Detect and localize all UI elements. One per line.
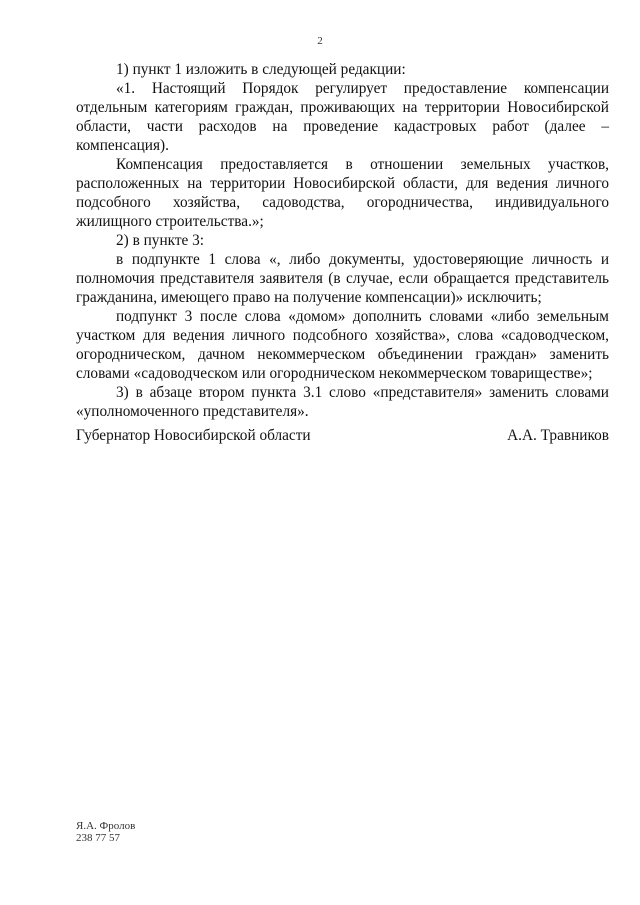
executor-footer: [76, 820, 135, 844]
paragraph-item-1: 1) пункт 1 изложить в следующей редакции:: [116, 61, 406, 78]
executor-phone: 238 77 57: [76, 832, 120, 844]
signature-block: [76, 426, 609, 445]
paragraph-item-2: 2) в пункте 3:: [116, 232, 205, 249]
paragraph-subitem-3: подпункт 3 после слова «домом» дополнить словами «либо земельным участком для ведения личного подсобного хозяйства», слова «садоводческом, огородническом, дачном некоммерческом объединении граждан» заменить словами «садоводческом или огородническом некоммерческом товариществе»;: [76, 308, 609, 382]
signatory-position: Губернатор Новосибирской области: [76, 427, 311, 444]
paragraph-item-3: 3) в абзаце втором пункта 3.1 слово «представителя» заменить словами «уполномоченного представителя».: [76, 384, 609, 420]
paragraph-subitem-1: в подпункте 1 слова «, либо документы, удостоверяющие личность и полномочия представителя заявителя (в случае, если обращается представитель гражданина, имеющего право на получение компенсации)» исключить;: [76, 251, 609, 306]
page-number: 2: [317, 35, 323, 47]
executor-name: Я.А. Фролов: [76, 820, 136, 832]
paragraph-compensation: Компенсация предоставляется в отношении земельных участков, расположенных на территории Новосибирской области, для ведения личного подсобного хозяйства, садоводства, огородничества, индивидуального жилищного строительства.»;: [76, 156, 609, 230]
paragraph-item-1-text: «1. Настоящий Порядок регулирует предоставление компенсации отдельным категориям граждан, проживающих на территории Новосибирской области, части расходов на проведение кадастровых работ (далее – компенсация).: [76, 80, 609, 154]
document-body: [76, 60, 609, 421]
signatory-name: А.А. Травников: [507, 427, 609, 444]
